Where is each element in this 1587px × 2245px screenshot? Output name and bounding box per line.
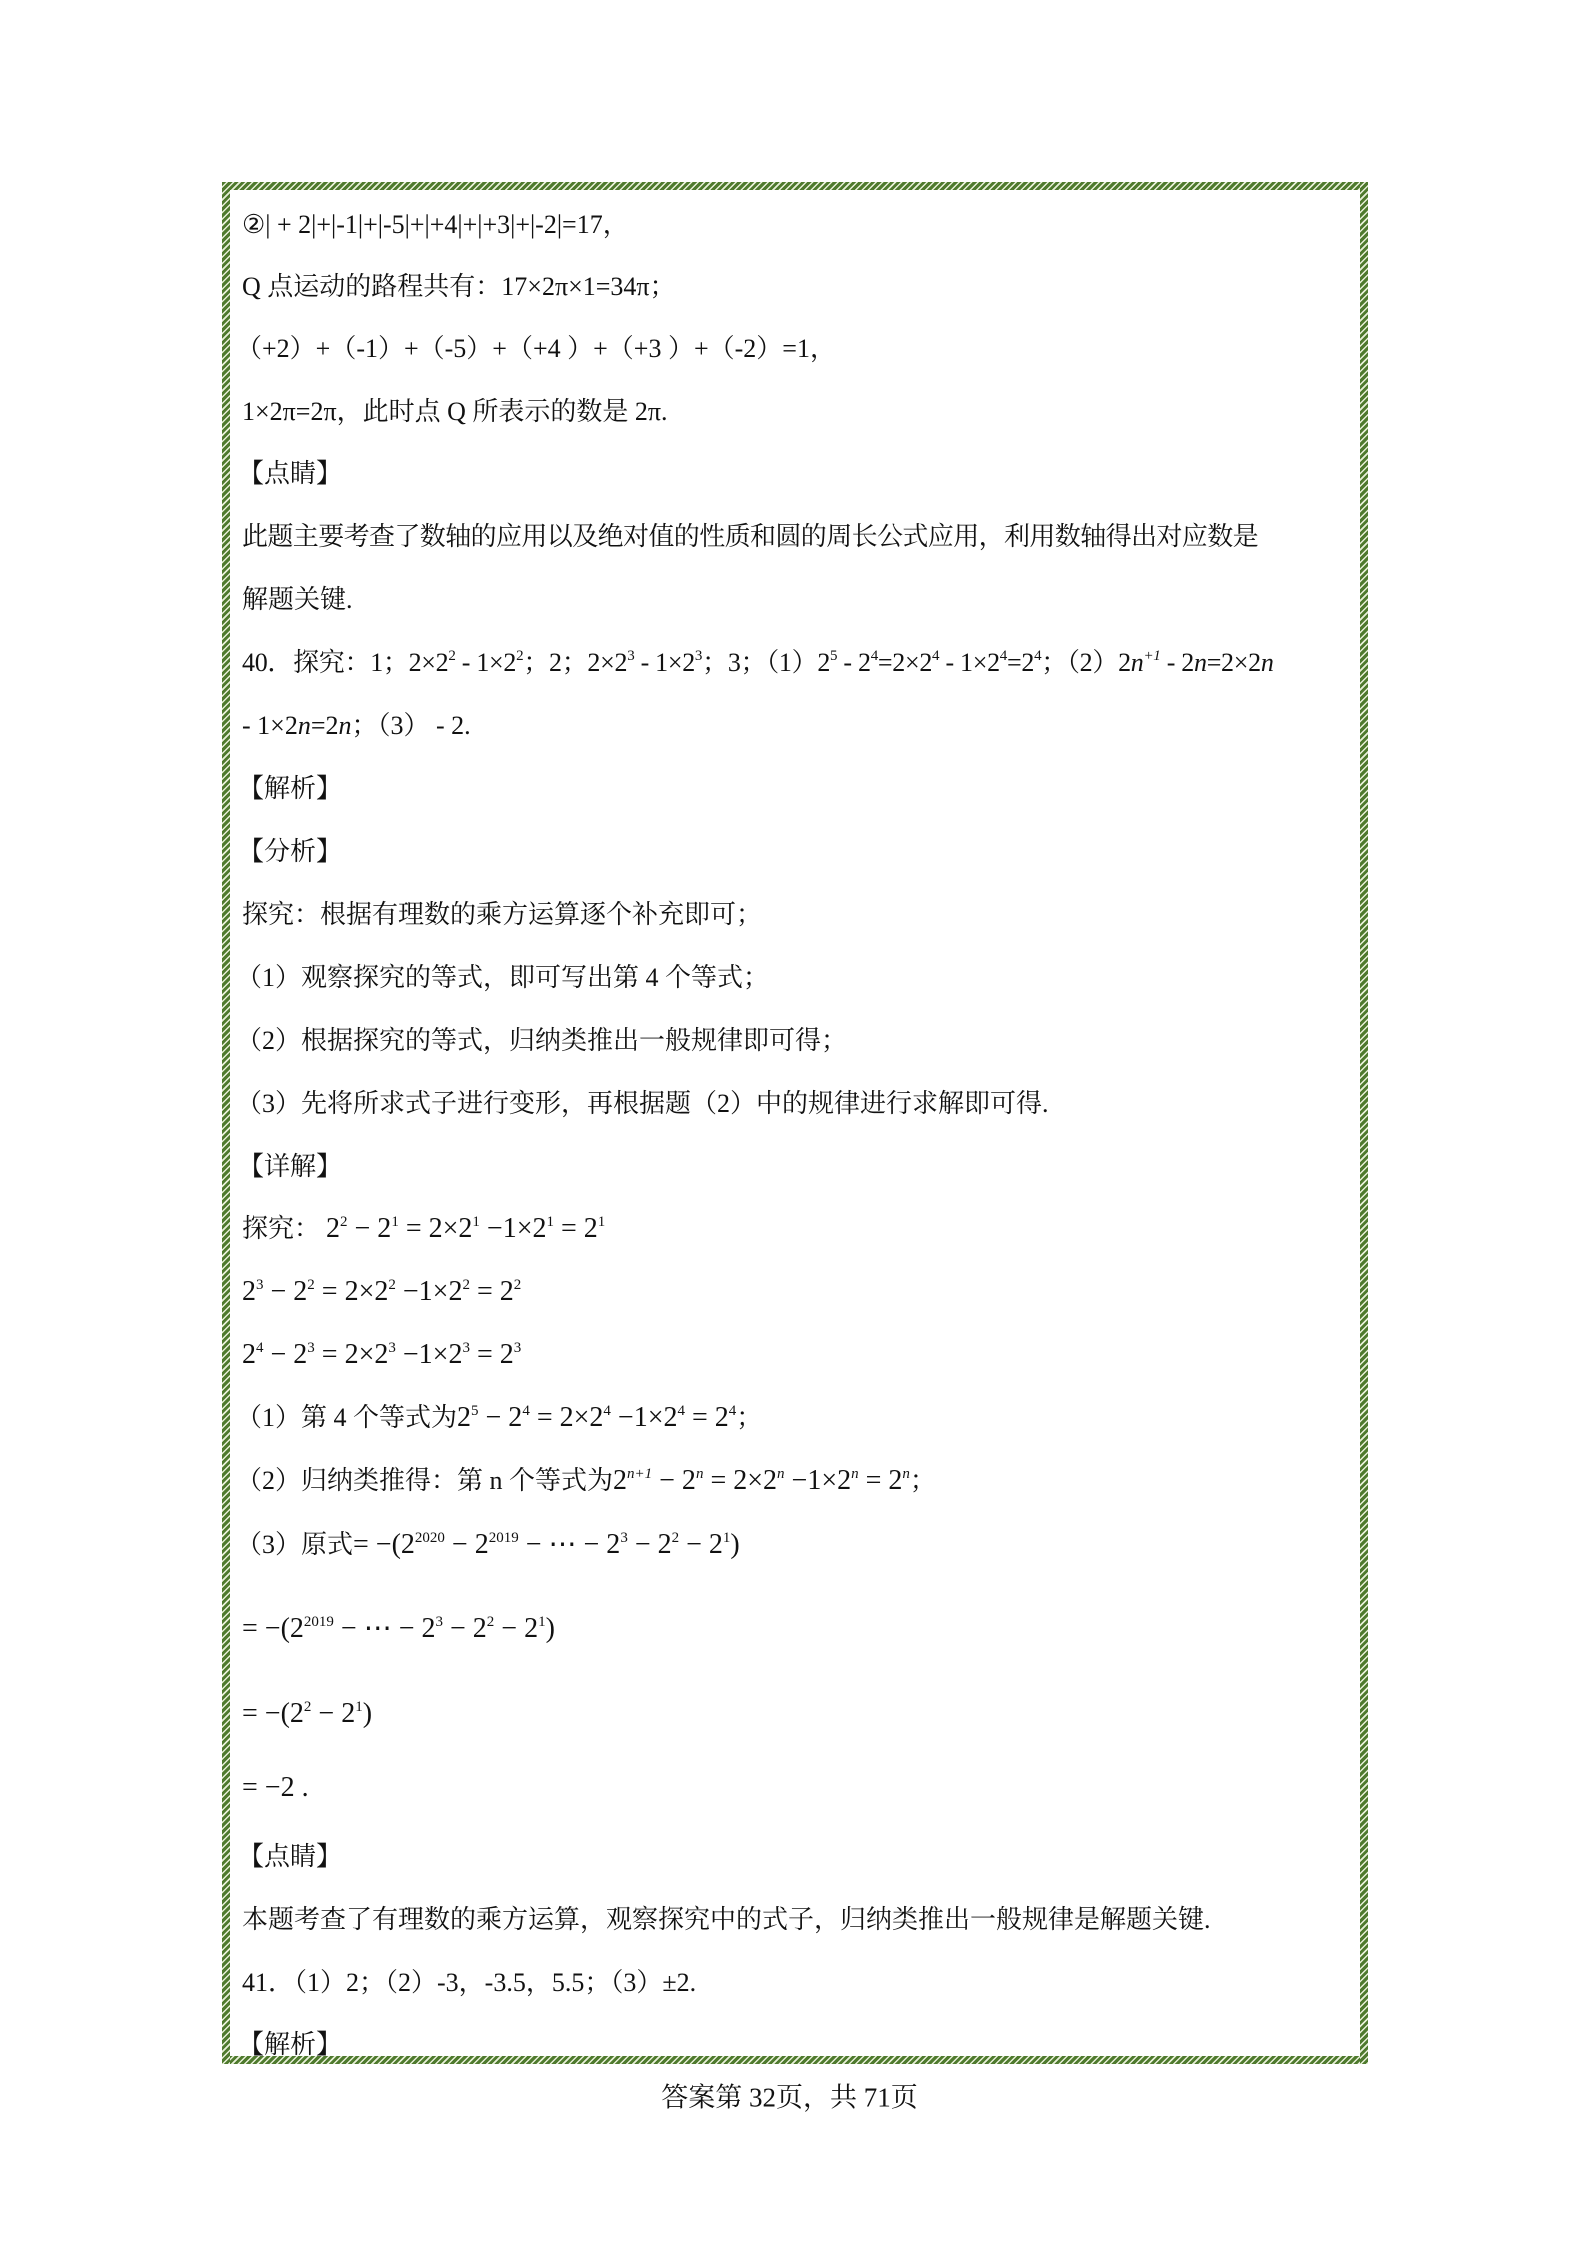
- q40-part2-eq: （2）归纳类推得：第 n 个等式为$2^{n+1} - 2^n = 2\times 2^n -1\times 2^n = 2^n$；: [236, 1465, 936, 1496]
- q41-answer-line: 41．（1）2；（2）-3，-3.5，5.5；（3）±2.: [242, 1968, 697, 1997]
- q40-step-2: = $-(2^{2019}$ − ⋯ − $2^3 - 2^2 - 2^1$): [242, 1613, 555, 1644]
- q40-answer-line-1: 40．探究：1；$2\times 2^2 - 1\times 2^2$；2；$2\times 2^3 - 1\times 2^3$；3；$(1)2^5 - 2^4=2\times 2^4 - 1\times 2^4=2^4$；$(2)2n^{+1} - 2n=2\times 2n$: [242, 648, 1274, 677]
- frame-border-bottom: [222, 2056, 1368, 2064]
- q39-dianjing-text-2: 解题关键.: [242, 585, 353, 614]
- frame-border-top: [222, 182, 1368, 190]
- q40-dianjing-text: 本题考查了有理数的乘方运算，观察探究中的式子，归纳类推出一般规律是解题关键.: [242, 1905, 1211, 1934]
- q40-fenxi-line: （3）先将所求式子进行变形，再根据题（2）中的规律进行求解即可得.: [236, 1089, 1049, 1118]
- q40-fenxi-line: （2）根据探究的等式，归纳类推出一般规律即可得；: [236, 1026, 848, 1055]
- q39-dianjing-text-1: 此题主要考查了数轴的应用以及绝对值的性质和圆的周长公式应用，利用数轴得出对应数是: [242, 522, 1259, 551]
- q40-answer-line-2: - 1×2n=2n；（3） - 2.: [242, 711, 471, 740]
- answer-frame: [222, 182, 1368, 2064]
- q40-explore-eq-2: $2^3 - 2^2 = 2\times 2^2 -1\times 2^2 = 2^2$: [242, 1276, 522, 1307]
- q40-fenxi-heading: 【分析】: [238, 837, 343, 866]
- q41-jiexi-heading: 【解析】: [238, 2030, 343, 2059]
- q40-explore-eq-1: 探究： $2^2 - 2^1 = 2\times 2^1 -1\times 2^1 = 2^1$: [242, 1213, 606, 1244]
- q40-jiexi-heading: 【解析】: [238, 774, 343, 803]
- page-number-text: 答案第 32页，共 71页: [661, 2082, 918, 2113]
- q39-path-length-line: Q 点运动的路程共有：17×2π×1=34π；: [242, 272, 676, 301]
- q40-dianjing-heading: 【点睛】: [238, 1842, 343, 1871]
- q40-explore-eq-3: $2^4 - 2^3 = 2\times 2^3 -1\times 2^3 = 2^3$: [242, 1339, 522, 1370]
- q40-fenxi-line: （1）观察探究的等式，即可写出第 4 个等式；: [236, 963, 770, 992]
- q39-sum-line: （+2）+（-1）+（-5）+（+4 ）+（+3 ）+（-2）=1，: [236, 334, 836, 363]
- q39-dianjing-heading: 【点睛】: [238, 459, 343, 488]
- q40-step-3: = $-(2^2 - 2^1)$: [242, 1698, 373, 1729]
- q40-step-4: = −2 .: [242, 1772, 309, 1803]
- frame-border-right: [1360, 182, 1368, 2064]
- q39-abs-sum-line: ②| + 2|+|-1|+|-5|+|+4|+|+3|+|-2|=17，: [242, 210, 629, 239]
- q40-part1-eq: （1）第 4 个等式为$2^5 - 2^4 = 2\times 2^4 -1\times 2^4 = 2^4$；: [236, 1402, 763, 1433]
- frame-border-left: [222, 182, 230, 2064]
- page-footer: [0, 2076, 1587, 2115]
- q40-part3-eq: （3）原式= $-(2^{2020} - 2^{2019}$ − ⋯ − $2^3 - 2^2 - 2^1$): [236, 1529, 740, 1560]
- q40-xiangjie-heading: 【详解】: [238, 1152, 343, 1181]
- q39-result-line: 1×2π=2π，此时点 Q 所表示的数是 2π.: [242, 397, 668, 426]
- q40-fenxi-line: 探究：根据有理数的乘方运算逐个补充即可；: [242, 900, 763, 929]
